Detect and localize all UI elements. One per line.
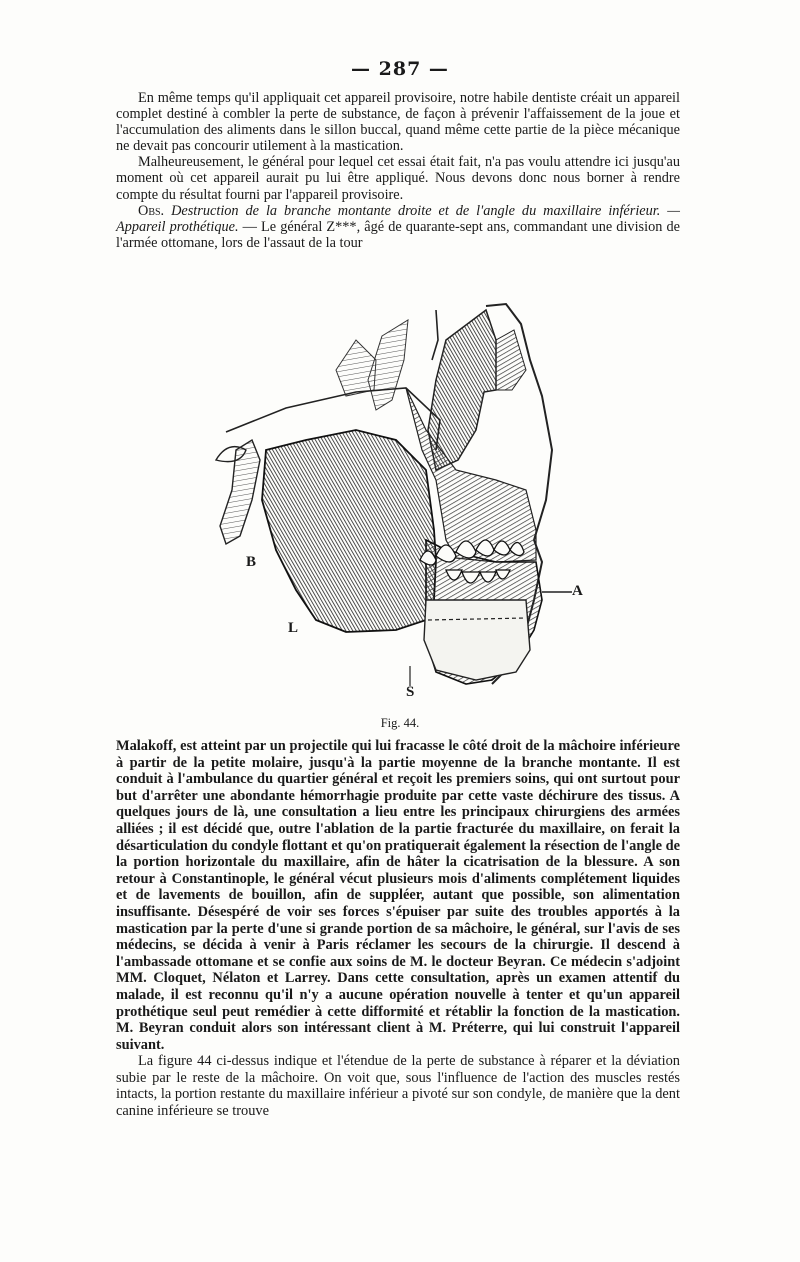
observation-paragraph (116, 203, 680, 251)
paragraph: En même temps qu'il appliquait cet appareil provisoire, notre habile dentiste créait un appareil complet destiné à combler la perte de substance, de façon à prévenir l'affaissement de la joue et l'accumulation des aliments dans le sillon buccal, quand même cette partie de la pièce mécanique ne devait pas concourir utilement à la mastication. (116, 90, 680, 155)
figure-caption: Fig. 44. (380, 716, 420, 730)
observation-abbrev: Obs. (138, 202, 165, 219)
observation-text: — Le général Z***, âgé de quarante-sept ans, commandant une division de l'armée ottomane, lors de l'assaut de la tour (116, 218, 680, 251)
anatomical-figure (196, 300, 616, 708)
paragraph: Malheureusement, le général pour lequel cet essai était fait, n'a pas voulu attendre ici jusqu'au moment où cet appareil aurait pu lui être appliqué. Nous devons donc nous borner à rendre compte du résultat fourni par l'appareil provisoire. (116, 154, 680, 203)
observation-title: Destruction de la branche montante droite et de l'angle du maxillaire inférieur. — Appareil prothétique. (116, 202, 680, 235)
jaw-skull-engraving (196, 300, 616, 708)
top-text (116, 90, 680, 251)
bottom-text (116, 738, 680, 1120)
figure-label-b: B (246, 554, 257, 570)
paragraph: La figure 44 ci-dessus indique et l'étendue de la perte de substance à réparer et la déviation subie par le reste de la mâchoire. On voit que, sous l'influence de l'action des muscles restés intacts, la portion restante du maxillaire inférieur a pivoté sur son condyle, de manière que la dent canine inférieure se trouve (116, 1053, 680, 1120)
figure-label-s: S (406, 684, 415, 700)
paragraph: Malakoff, est atteint par un projectile qui lui fracasse le côté droit de la mâchoire inférieure à partir de la petite molaire, jusqu'à la partie moyenne de la branche montante. Il est conduit à l'ambulance du quartier général et reçoit les premiers soins, qui ont surtout pour but d'arrêter une abondante hémorrhagie produite par cette vaste déchirure des tissus. A quelques jours de là, une consultation a lieu entre les principaux chirurgiens des armées alliées ; il est décidé que, outre l'ablation de la partie fracturée du maxillaire, on ferait la désarticulation du condyle flottant et qu'on pratiquerait également la résection de l'angle de la portion horizontale du maxillaire, afin de hâter la cicatrisation de la blessure. A son retour à Constantinople, le général vécut plusieurs mois d'aliments complétement liquides et de lavements de bouillon, afin de suppléer, autant que possible, son alimentation insuffisante. Désespéré de voir ses forces s'épuiser par suite des troubles apportés à la mastication par la perte d'une si grande portion de sa mâchoire, le général, sur l'avis de ses médecins, se décida à venir à Paris réclamer les secours de la chirurgie. Il descend à l'ambassade ottomane et se confie aux soins de M. le docteur Beyran. Ce médecin s'adjoint MM. Cloquet, Nélaton et Larrey. Dans cette consultation, après un examen attentif du malade, il est reconnu qu'il n'y a aucune opération nouvelle à tenter et qu'un appareil prothétique seul peut remédier à cette difformité et rétablir la fonction de la mastication. M. Beyran conduit alors son intéressant client à M. Préterre, qui lui construit l'appareil suivant. (116, 738, 680, 1053)
figure-label-l: L (288, 620, 299, 636)
page-number: — 287 — (351, 58, 449, 80)
figure-label-a: A (572, 583, 583, 599)
